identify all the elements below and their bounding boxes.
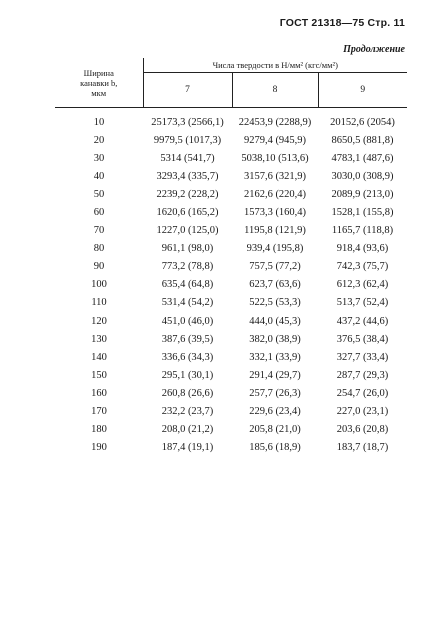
cell-hardness-7: 187,4 (19,1)	[161, 442, 214, 454]
table-row	[55, 222, 407, 240]
cell-hardness-9: 8650,5 (881,8)	[331, 134, 394, 146]
table-body	[55, 108, 407, 457]
table-row	[55, 258, 407, 276]
cell-width: 80	[93, 243, 105, 255]
cell-hardness-8: 3157,6 (321,9)	[243, 170, 307, 182]
cell-hardness-9: 4783,1 (487,6)	[331, 152, 394, 164]
table-row	[55, 131, 407, 149]
cell-hardness-9: 742,3 (75,7)	[336, 261, 389, 273]
cell-hardness-8: 332,1 (33,9)	[249, 351, 301, 363]
cell-hardness-9: 254,7 (26,0)	[336, 387, 389, 399]
cell-hardness-9: 227,0 (23,1)	[336, 406, 389, 418]
table-row	[55, 108, 407, 132]
table-row	[55, 403, 407, 421]
cell-hardness-9: 327,7 (33,4)	[336, 351, 389, 363]
cell-width: 10	[93, 116, 105, 128]
cell-hardness-9: 20152,6 (2054)	[330, 116, 395, 128]
cell-hardness-7: 260,8 (26,6)	[161, 387, 214, 399]
table-row	[55, 294, 407, 312]
cell-width: 180	[91, 424, 107, 436]
table-row	[55, 167, 407, 185]
cell-hardness-9: 376,5 (38,4)	[336, 333, 389, 345]
cell-width: 40	[93, 170, 105, 182]
cell-hardness-7: 25173,3 (2566,1)	[151, 116, 224, 128]
cell-width: 160	[91, 387, 107, 399]
cell-hardness-9: 183,7 (18,7)	[336, 442, 389, 454]
cell-width: 190	[91, 442, 107, 454]
cell-hardness-8: 939,4 (195,8)	[246, 243, 304, 255]
table-row	[55, 312, 407, 330]
cell-hardness-9: 513,7 (52,4)	[336, 297, 389, 309]
cell-hardness-8: 229,6 (23,4)	[249, 406, 301, 418]
cell-hardness-7: 773,2 (78,8)	[161, 261, 214, 273]
table-row	[55, 366, 407, 384]
cell-hardness-9: 612,3 (62,4)	[336, 279, 389, 291]
cell-hardness-7: 451,0 (46,0)	[161, 315, 214, 327]
cell-hardness-7: 531,4 (54,2)	[161, 297, 214, 309]
table-row	[55, 348, 407, 366]
row-header-line: канавки b,	[80, 77, 118, 88]
cell-hardness-9: 437,2 (44,6)	[336, 315, 389, 327]
cell-hardness-9: 287,7 (29,3)	[336, 369, 389, 381]
cell-width: 150	[91, 369, 107, 381]
cell-hardness-7: 1227,0 (125,0)	[156, 225, 219, 237]
table-row	[55, 421, 407, 439]
cell-hardness-8: 522,5 (53,3)	[249, 297, 301, 309]
span-header-hardness: Числа твердости в Н/мм² (кгс/мм²)	[143, 58, 407, 73]
cell-width: 60	[93, 207, 105, 219]
continuation-label: Продолжение	[343, 44, 405, 55]
cell-hardness-8: 185,6 (18,9)	[249, 442, 301, 454]
cell-hardness-7: 1620,6 (165,2)	[156, 207, 219, 219]
cell-hardness-8: 9279,4 (945,9)	[243, 134, 307, 146]
cell-hardness-7: 3293,4 (335,7)	[156, 170, 219, 182]
cell-hardness-7: 295,1 (30,1)	[161, 369, 214, 381]
cell-hardness-8: 382,0 (38,9)	[249, 333, 301, 345]
cell-hardness-8: 757,5 (77,2)	[249, 261, 301, 273]
cell-width: 120	[91, 315, 107, 327]
table-row	[55, 149, 407, 167]
table-row	[55, 384, 407, 402]
cell-width: 50	[93, 188, 105, 200]
cell-hardness-8: 1573,3 (160,4)	[243, 207, 307, 219]
column-header: 9	[318, 73, 407, 108]
cell-hardness-8: 291,4 (29,7)	[249, 369, 301, 381]
table-row	[55, 185, 407, 203]
row-header-line: Ширина	[83, 67, 114, 78]
cell-hardness-9: 2089,9 (213,0)	[331, 188, 394, 200]
cell-hardness-8: 2162,6 (220,4)	[243, 188, 307, 200]
cell-hardness-9: 918,4 (93,6)	[336, 243, 389, 255]
hardness-table	[55, 58, 407, 457]
table-row	[55, 203, 407, 221]
table-row	[55, 439, 407, 457]
cell-hardness-8: 444,0 (45,3)	[249, 315, 301, 327]
cell-width: 30	[93, 152, 105, 164]
cell-hardness-7: 387,6 (39,5)	[161, 333, 214, 345]
cell-hardness-8: 22453,9 (2288,9)	[238, 116, 312, 128]
cell-width: 130	[91, 333, 107, 345]
cell-hardness-9: 3030,0 (308,9)	[331, 170, 394, 182]
cell-width: 170	[91, 406, 107, 418]
cell-hardness-7: 208,0 (21,2)	[161, 424, 214, 436]
cell-width: 100	[91, 279, 107, 291]
table-row	[55, 330, 407, 348]
cell-hardness-7: 9979,5 (1017,3)	[153, 134, 222, 146]
cell-width: 70	[93, 225, 105, 237]
cell-width: 110	[91, 297, 107, 309]
cell-hardness-9: 1165,7 (118,8)	[331, 225, 394, 237]
row-header-width	[55, 58, 143, 108]
cell-hardness-7: 336,6 (34,3)	[161, 351, 214, 363]
cell-hardness-7: 232,2 (23,7)	[161, 406, 214, 418]
table-header	[55, 58, 407, 108]
cell-hardness-8: 205,8 (21,0)	[249, 424, 301, 436]
row-header-line: мкм	[91, 87, 107, 98]
cell-width: 20	[93, 134, 105, 146]
cell-hardness-8: 623,7 (63,6)	[249, 279, 301, 291]
page-header: ГОСТ 21318—75 Стр. 11	[279, 17, 405, 29]
cell-hardness-9: 1528,1 (155,8)	[331, 207, 394, 219]
column-header: 7	[143, 73, 232, 108]
cell-hardness-8: 257,7 (26,3)	[249, 387, 301, 399]
cell-hardness-7: 5314 (541,7)	[160, 152, 215, 164]
cell-hardness-8: 1195,8 (121,9)	[244, 225, 306, 237]
cell-width: 140	[91, 351, 107, 363]
cell-hardness-9: 203,6 (20,8)	[336, 424, 389, 436]
cell-hardness-7: 961,1 (98,0)	[161, 243, 214, 255]
column-header: 8	[232, 73, 318, 108]
table-row	[55, 276, 407, 294]
cell-hardness-7: 2239,2 (228,2)	[156, 188, 219, 200]
cell-width: 90	[93, 261, 105, 273]
cell-hardness-8: 5038,10 (513,6)	[241, 152, 309, 164]
table-row	[55, 240, 407, 258]
cell-hardness-7: 635,4 (64,8)	[161, 279, 214, 291]
